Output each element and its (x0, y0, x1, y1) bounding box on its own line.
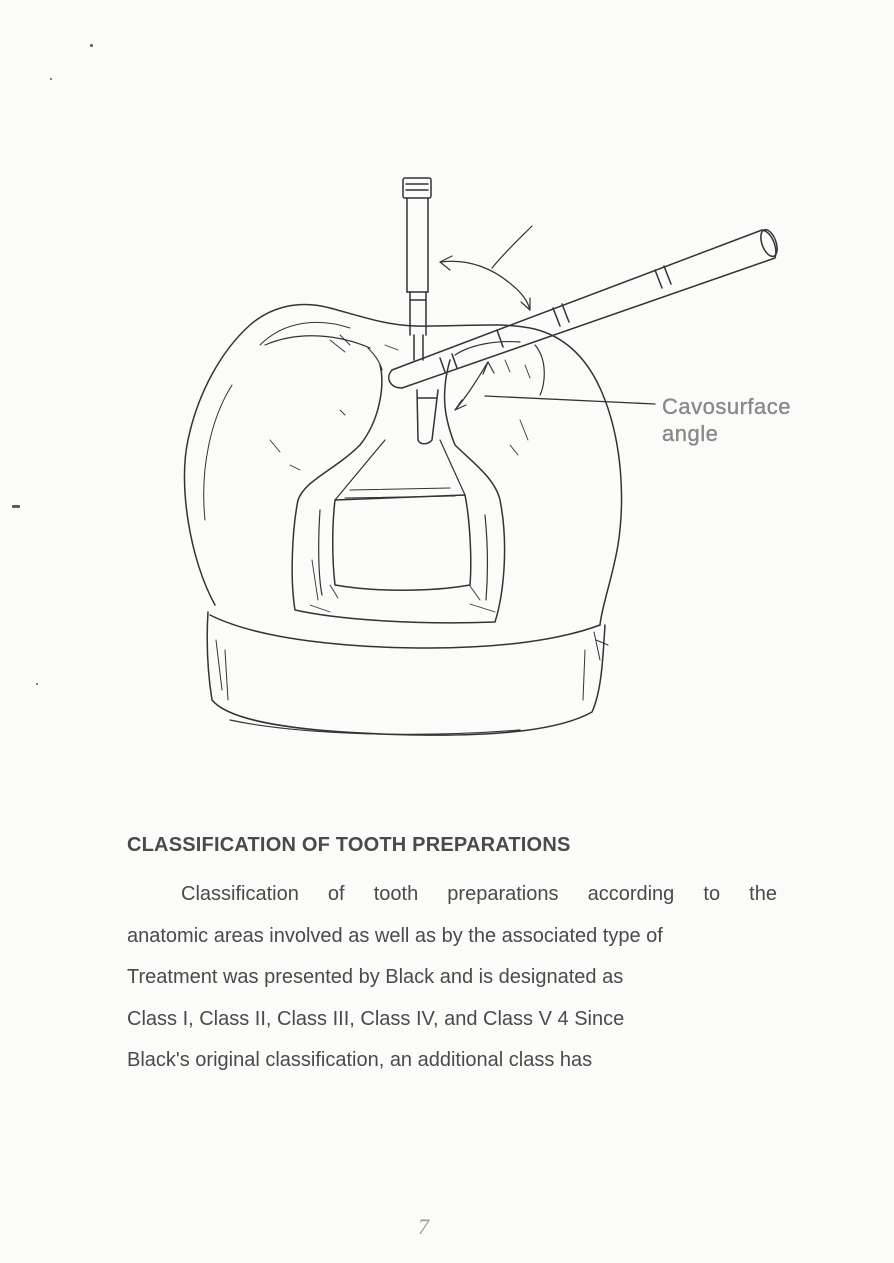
cavosurface-arrowhead-bottom (455, 400, 466, 410)
tooth-base-band (207, 612, 605, 735)
page-number: 7 (418, 1214, 429, 1239)
tooth-crown-outline (184, 305, 621, 625)
occlusal-curve-left (265, 336, 382, 370)
occlusal-curve-right (455, 342, 544, 395)
occlusal-shading (270, 335, 530, 470)
section-heading: CLASSIFICATION OF TOOTH PREPARATIONS (127, 834, 571, 856)
tooth-base-band-bottom (230, 720, 520, 734)
cavosurface-leader-line (485, 396, 655, 404)
angle-arc (440, 261, 530, 310)
paragraph-line: Treatment was presented by Black and is designated as (127, 966, 624, 988)
angle-arc-arrowhead-left (440, 256, 452, 270)
angled-instrument (389, 227, 781, 388)
tooth-base-shading (216, 632, 608, 700)
cavosurface-angle-label (662, 393, 791, 447)
callout-label-line-2: angle (662, 421, 719, 446)
tooth-base-band-top (210, 615, 600, 648)
cavity-outline (292, 360, 504, 623)
paragraph-line: Class I, Class II, Class III, Class IV, and Class V 4 Since (127, 1007, 625, 1030)
paragraph-line: Classification of tooth preparations according to the (181, 883, 777, 905)
section-paragraph (127, 874, 777, 1082)
cavity-wall-left (319, 440, 385, 595)
angle-pointer-line (492, 226, 532, 268)
cavity-floor-line (345, 488, 455, 498)
paragraph-line: Black's original classification, an additional class has (127, 1049, 593, 1071)
cavity-pulpal-floor (333, 495, 471, 590)
callout-label-line-1: Cavosurface (662, 394, 792, 419)
cavity-wall-right (440, 440, 487, 600)
paragraph-line: anatomic areas involved as well as by the associated type of (127, 924, 663, 947)
vertical-instrument (403, 178, 438, 444)
